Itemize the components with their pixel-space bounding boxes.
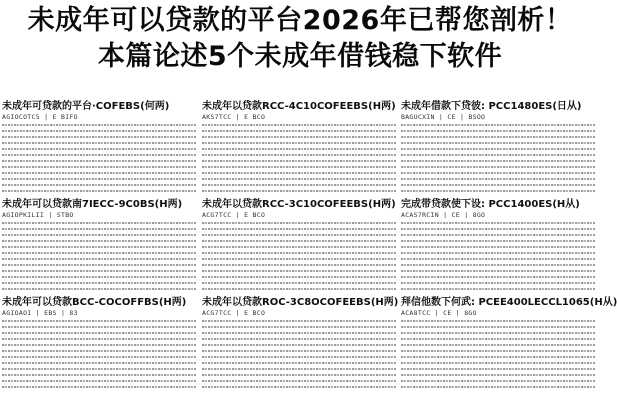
card-subtitle: ACA8TCC | CE | 8GO: [401, 309, 477, 317]
article-card: [202, 296, 399, 392]
card-subtitle: ACAS7RCIN | CE | 8GO: [401, 211, 486, 219]
card-title: 未成年可以贷款BCC-COCOFFBS(H两): [2, 297, 187, 308]
article-card: [401, 100, 595, 196]
card-body-text: [2, 124, 196, 194]
card-subtitle: AGIOAOI | EBS | 83: [2, 309, 78, 317]
article-card-grid: [0, 96, 617, 400]
card-subtitle: ACG7TCC | E BCO: [202, 211, 266, 219]
card-title: 未成年可以贷款南7IECC-9C0BS(H两): [2, 199, 183, 210]
card-title: 未成年以贷款RCC-4C10COFEEBS(H两): [202, 101, 396, 112]
card-body-text: [2, 222, 196, 292]
card-subtitle: AGIOPKILII | STBO: [2, 211, 74, 219]
headline-line-1: 未成年可以贷款的平台2026年已帮您剖析！: [27, 5, 573, 36]
card-body-text: [202, 320, 396, 390]
article-card: [401, 296, 617, 392]
card-title: 未成年以贷款ROC-3C8OCOFEEBS(H两): [202, 297, 399, 308]
article-card: [2, 100, 196, 196]
card-body-text: [401, 320, 595, 390]
card-subtitle: BAGUCXIN | CE | BSOO: [401, 113, 486, 121]
card-body-text: [401, 124, 595, 194]
card-body-text: [202, 222, 396, 292]
card-title: 拜信他数下何武: PCEE400LECCL1065(H从): [401, 297, 617, 308]
card-body-text: [202, 124, 396, 194]
card-subtitle: AGIOCOTC5 | E BIFO: [2, 113, 78, 121]
article-card: [202, 100, 396, 196]
card-body-text: [2, 320, 196, 390]
card-subtitle: ACG7TCC | E BCO: [202, 309, 266, 317]
card-title: 未成年可贷款的平台·COFEBS(何两): [2, 101, 170, 112]
article-card: [2, 296, 196, 392]
article-card: [2, 198, 196, 294]
card-title: 未成年借款下贷彼: PCC1480ES(日从): [401, 101, 582, 112]
card-body-text: [401, 222, 595, 292]
card-title: 完成带贷款使下设: PCC1400ES(H从): [401, 199, 580, 210]
article-card: [202, 198, 396, 294]
card-title: 未成年以贷款RCC-3C10COFEEBS(H两): [202, 199, 396, 210]
card-subtitle: AKS7TCC | E BCO: [202, 113, 266, 121]
headline-line-2: 本篇论述5个未成年借钱稳下软件: [97, 41, 503, 72]
article-card: [401, 198, 595, 294]
